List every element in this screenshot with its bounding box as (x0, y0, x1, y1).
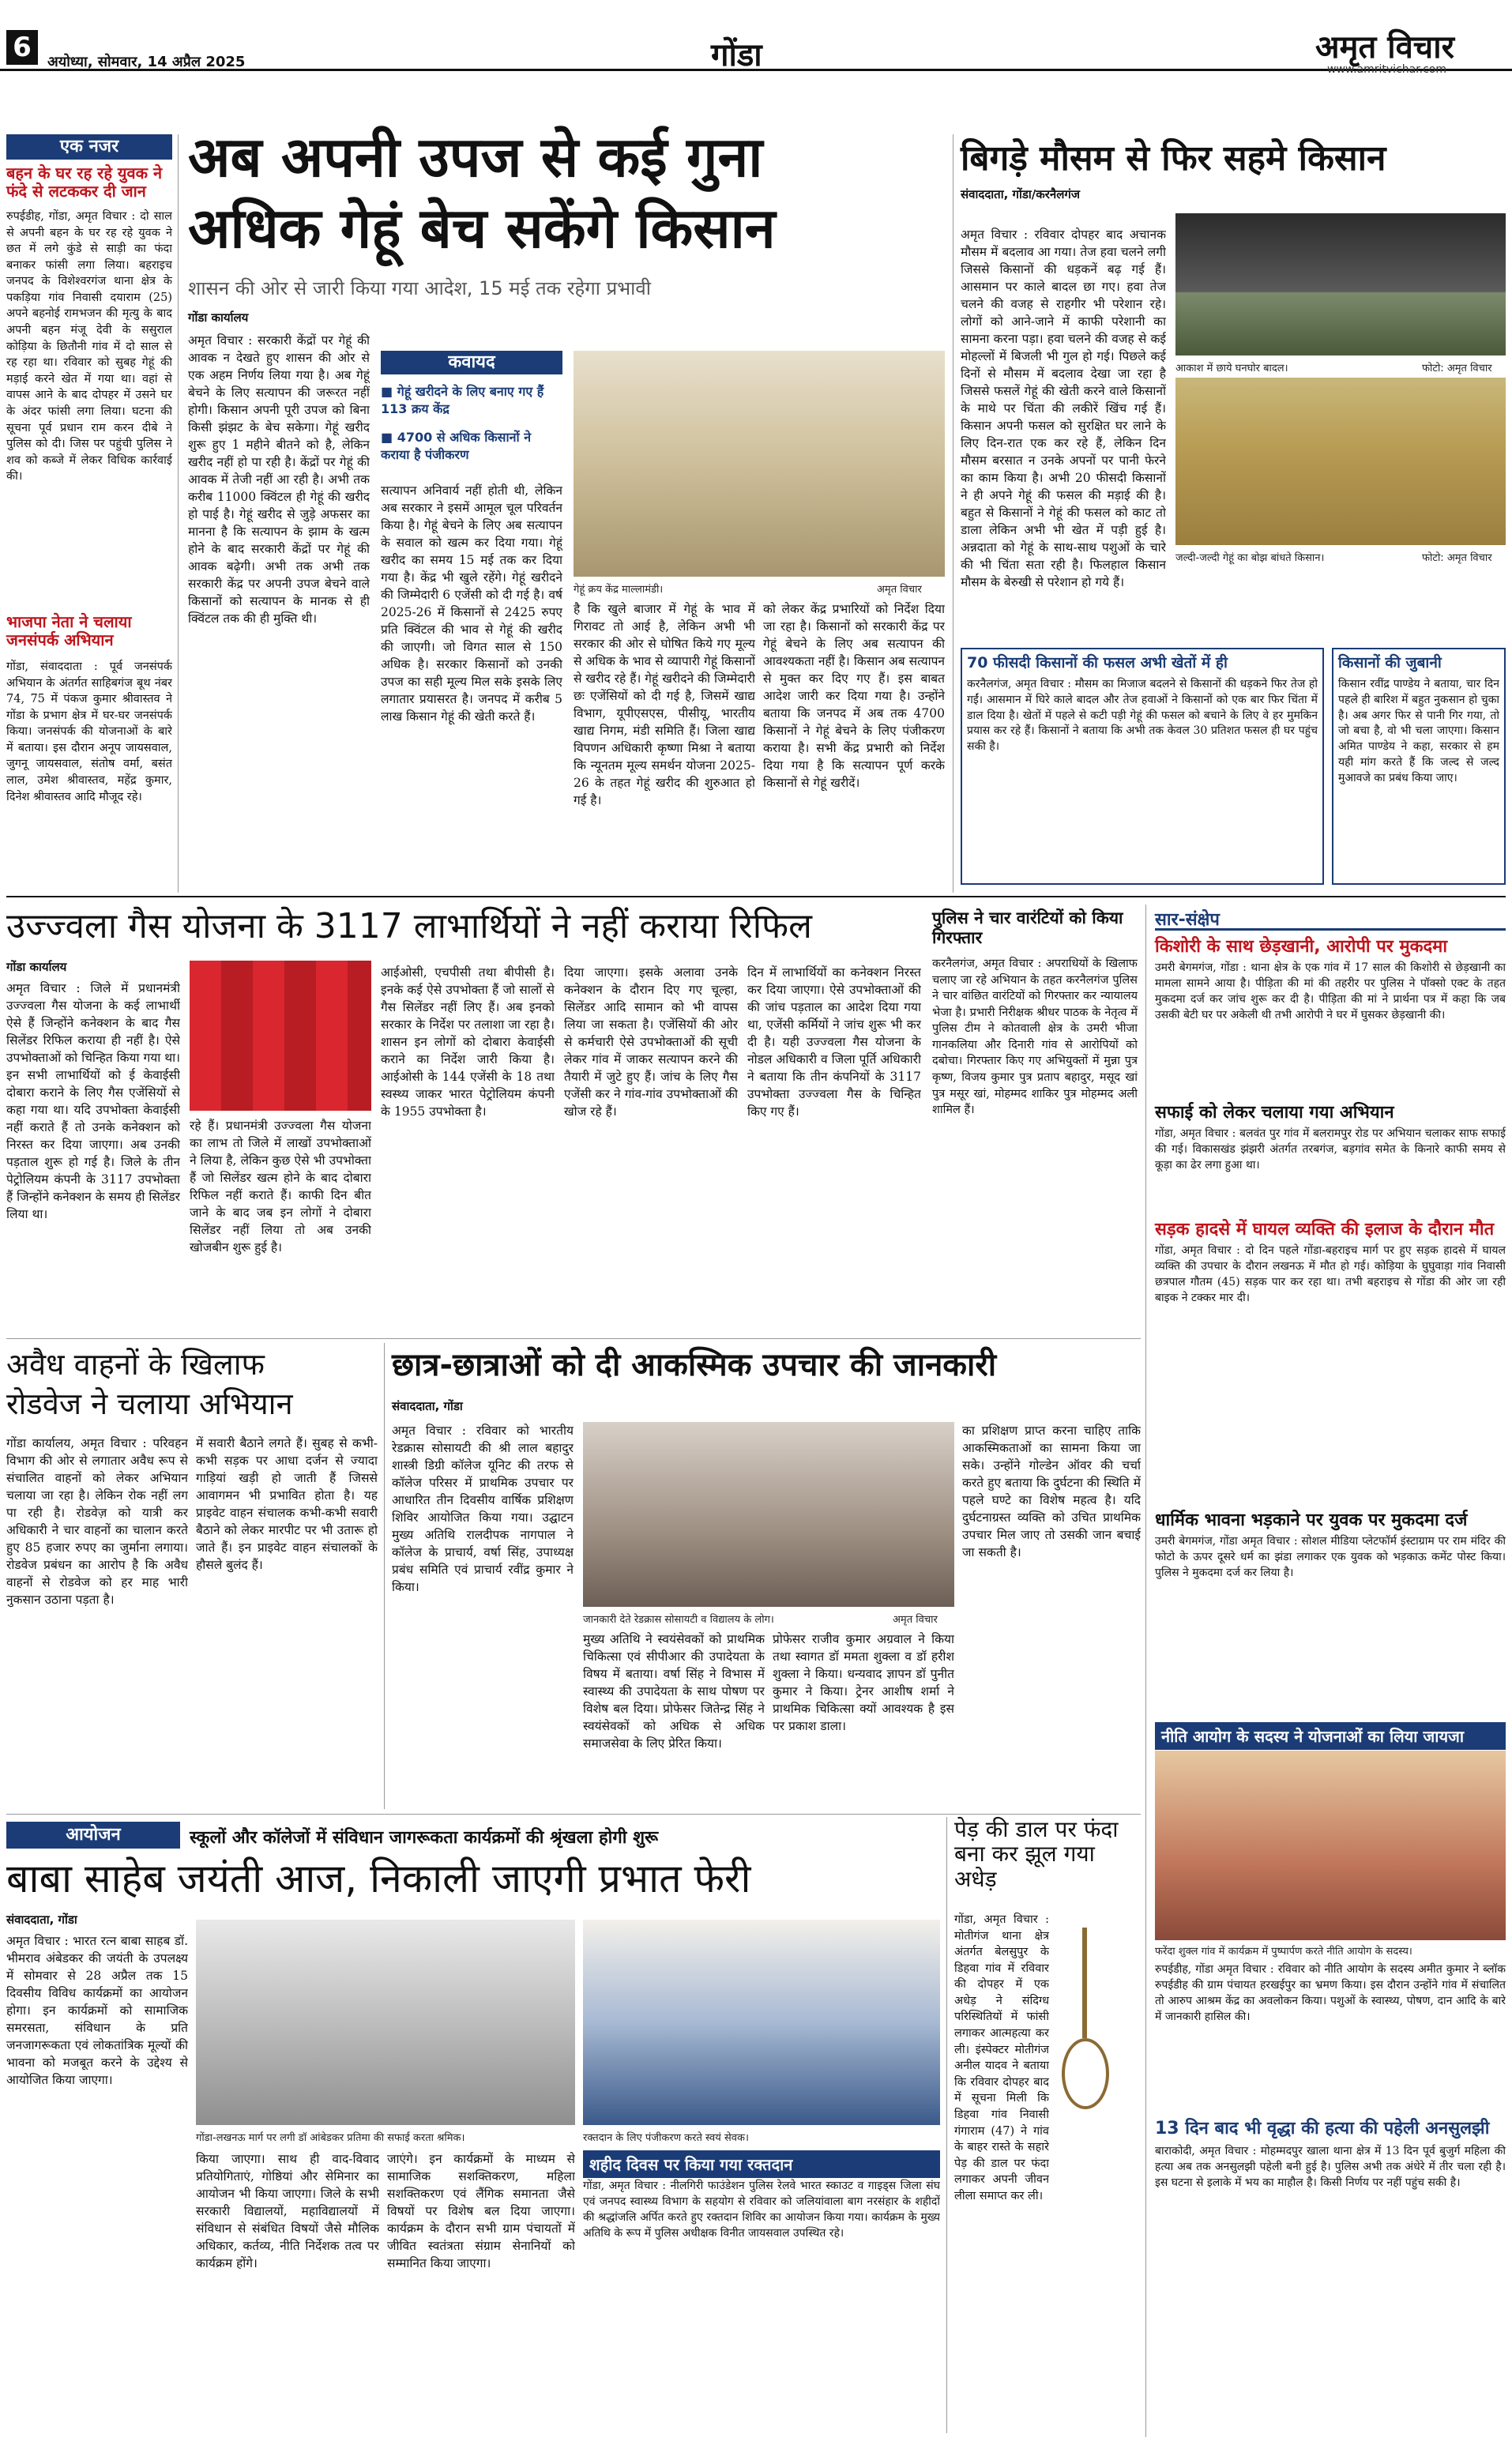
weather-headline: बिगड़े मौसम से फिर सहमे किसान (961, 138, 1386, 179)
saar-s5-body: रुपईडीह, गोंडा अमृत विचार : रविवार को नीति आयोग के सदस्य अमीत कुमार ने ब्लॉक रुपईडीह की ग्राम पंचायत हरखईपुर का भ्रमण किया। इस दौरान उन्होंने गांव में संचालित तो आरुप आश्रम केंद्र का अवलोकन किया। पशुओं के स्वास्थ्य, पोषण, दान आदि के बारे में जानकारी हासिल की। (1155, 1963, 1506, 2023)
ambedkar-kicker: आयोजन (6, 1822, 180, 1849)
roadways-body-2: में सवारी बैठाने लगते हैं। सुबह से कभी-कभी सड़क पर आधा दर्जन से ज्यादा गाड़ियां खड़ी हो जाती हैं जिससे आवागमन भी प्रभावित होता है। यह प्राइवेट वाहन संचालक कभी-कभी सवारी बैठाने को लेकर मारपीट पर भी उतारू हो जाते हैं। इन प्राइवेट वाहन संचालकों के हौसले बुलंद हैं। (196, 1436, 378, 1572)
blood-headline: शहीद दिवस पर किया गया रक्तदान (583, 2150, 940, 2178)
city-name: गोंडा (711, 37, 762, 73)
ujjwala-headline: उज्ज्वला गैस योजना के 3117 लाभार्थियों ने नहीं कराया रिफिल (6, 906, 812, 946)
roadways-body-1: गोंडा कार्यालय, अमृत विचार : परिवहन विभाग की ओर से लगातार अवैध रूप से संचालित वाहनों को लेकर अभियान चलाया जा रहा है। लेकिन रोक नहीं लग पा रही है। रोडवेज़ को यात्री कर अधिकारी ने चार वाहनों का चालान करते हुए 85 हजार रुपए का जुर्माना लगाया। रोडवेज प्रबंधन का आरोप है कि अवैध वाहनों से रोडवेज को हर माह भारी नुकसान उठाना पड़ता है। (6, 1436, 188, 1607)
ek-nazar-body-2: गोंडा, संवाददाता : पूर्व जनसंपर्क अभियान के अंतर्गत साहिबगंज बूथ नंबर 74, 75 में पंकज कुमार श्रीवास्तव ने गोंडा के प्रभाग क्षेत्र में घर-घर जनसंपर्क किया। जनसंपर्क की योजनाओं के बारे में बताया। इस दौरान अनूप जायसवाल, जुगनू जायसवाल, संतोष वर्मा, बसंत लाल, उमेश श्रीवास्तव, महेंद्र कुमार, दिनेश श्रीवास्तव आदि मौजूद रहे। (6, 660, 172, 803)
ambedkar-byline: संवाददाता, गोंडा (6, 1913, 77, 1927)
blood-body: गोंडा, अमृत विचार : नीलगिरी फाउंडेशन पुलिस रेलवे भारत स्काउट व गाइड्स जिला संघ एवं जनपद स्वास्थ्य विभाग के सहयोग से रविवार को जलियांवाला बाग नरसंहार के शहीदों की श्रद्धांजलि अर्पित करते हुए रक्तदान शिविर का आयोजन किया गया। कार्यक्रम के मुख्य अतिथि के रूप में पुलिस अधीक्षक विनीत जायसवाल उपस्थित रहे। (583, 2180, 940, 2240)
weather-body: अमृत विचार : रविवार दोपहर बाद अचानक मौसम में बदलाव आ गया। तेज हवा चलने लगी जिससे किसानों की धड़कनें बढ़ गई हैं। आसमान पर काले बादल छा गए। हवा तेज चलने की वजह से राहगीर भी परेशान रहे। लोगों को आने-जाने में काफी परेशानी का सामना करना पड़ा। हवा चलने की वजह से कई मोहल्लों में बिजली भी गुल हो गई। पिछले कई दिनों से मौसम में बदलाव देखा जा रहा है जिससे फसलें गेहूं की खेती करने वाले किसानों के माथे पर चिंता की लकीरें खिंच गई हैं। किसान अपनी फसल को सुरक्षित घर लाने के लिए दिन-रात एक कर रहे हैं, लेकिन दिन मौसम बरसात न उनके अपनों पर पानी फेरने का काम किया है। अभी 20 फीसदी किसानों ने ही अपने गेहूं की फसल की मड़ाई की है। बहुत से किसानों ने गेहूं की फसल को काट तो डाला लेकिन अभी भी खेत में पड़ी हुई है। अन्नदाता को गेहूं के साथ-साथ पशुओं के चारे की भी चिंता सता रही है। फिलहाल किसान मौसम के बेरुखी से परेशान हो गये हैं। (961, 228, 1166, 589)
paper-logo: अमृत विचार (1315, 29, 1454, 66)
saar-s4-title: धार्मिक भावना भड़काने पर युवक पर मुकदमा दर्ज (1155, 1510, 1468, 1530)
weather-box2-body: किसान रवींद्र पाण्डेय ने बताया, चार दिन पहले ही बारिश में बहुत नुकसान हो चुका है। अब अगर फिर से पानी गिर गया, तो जो बचा है, वो भी चला जाएगा। किसान अमित पाण्डेय ने कहा, सरकार से हम यही मांग करते हैं कि जल्द से जल्द मुआवजे का प्रबंध किया जाए। (1338, 677, 1499, 785)
column-rule (178, 134, 179, 893)
weather-photo2-credit: फोटो: अमृत विचार (1422, 552, 1492, 564)
saar-s2-body: गोंडा, अमृत विचार : बलवंत पुर गांव में बलरामपुर रोड पर अभियान चलाकर साफ सफाई की गई। विकासखंड झंझरी अंतर्गत तरबगंज, बड़गांव समेत के किनारे काफी समय से कूड़ा का ढेर लगा हुआ था। (1155, 1127, 1506, 1172)
ambedkar-body-1: अमृत विचार : भारत रत्न बाबा साहब डॉ. भीमराव अंबेडकर की जयंती के उपलक्ष्य में सोमवार से 28 अप्रैल तक 15 दिवसीय विविध कार्यक्रमों का आयोजन होगा। इन कार्यक्रमों को सामाजिक समरसता, संविधान के प्रति जनजागरूकता एवं लोकतांत्रिक मूल्यों की भावना को मजबूत करने के उद्देश्य से आयोजित किया जाएगा। (6, 1934, 188, 2087)
saar-kicker: सार-संक्षेप (1155, 907, 1506, 931)
column-rule (946, 1817, 947, 2433)
lead-sidebar-kicker: कवायद (381, 351, 562, 374)
classroom-photo (583, 1422, 954, 1607)
column-rule (384, 1343, 385, 1809)
police-body: करनैलगंज, अमृत विचार : अपराधियों के खिलाफ चलाए जा रहे अभियान के तहत करनैलगंज पुलिस ने चार वांछित वारंटियों को गिरफ्तार कर न्यायालय भेजा है। प्रभारी निरीक्षक श्रीधर पाठक के नेतृत्व में पुलिस टीम ने कोतवाली क्षेत्र के उमरी भीजा गानकलिया और दिनारी गांव से आरोपियों को दबोचा। गिरफ्तार किए गए अभियुक्तों में मुन्ना पुत्र कृष्ण, विजय कुमार पुत्र प्रताप बहादुर, मसूद खां पुत्र मसूर खां, मोहम्मद शाकिर पुत्र मोहम्मद अली शामिल हैं। (932, 957, 1138, 1117)
rope-icon (1082, 1928, 1087, 2038)
saar-s6-body: बाराकोदी, अमृत विचार : मोहम्मदपुर खाला थाना क्षेत्र में 13 दिन पूर्व बुजुर्ग महिला की हत्या अब तक अनसुलझी पहेली बनी हुई है। पुलिस अभी तक अंधेरे में तीर चला रही है। इस घटना से इलाके में भय का माहौल है। किसी निर्णय पर नहीं पहुंच सकी है। (1155, 2145, 1506, 2189)
ujjwala-col-1: अमृत विचार : जिले में प्रधानमंत्री उज्ज्वला गैस योजना के कई लाभार्थी ऐसे हैं जिन्होंने कनेक्शन के बाद गैस सिलेंडर रिफिल कराया ही नहीं है। ऐसे उपभोक्ताओं को चिन्हित किया गया था। इन सभी लाभार्थियों को ई केवाईसी दोबारा कराने के लिए गैस एजेंसियों से कहा गया था। यदि उपभोक्ता केवाईसी नहीं कराते हैं तो उनके कनेक्शन को निरस्त कर दिया जाएगा। अब उनकी पड़ताल शुरू हो गई है। जिले के तीन पेट्रोलियम कंपनी के 3117 उपभोक्ता हैं जिन्होंने कनेक्शन के समय ही सिलेंडर लिया था। (6, 981, 180, 1221)
ek-nazar-kicker: एक नजर (6, 134, 172, 160)
lead-bullet-2: ■ 4700 से अधिक किसानों ने कराया है पंजीकरण (381, 430, 532, 462)
first-aid-photo-caption: जानकारी देते रेडक्रास सोसायटी व विद्यालय के लोग। (583, 1614, 774, 1626)
blood-photo-caption: रक्तदान के लिए पंजीकरण करते स्वयं सेवक। (583, 2132, 749, 2144)
weather-photo1-credit: फोटो: अमृत विचार (1422, 363, 1492, 374)
section-divider (6, 1814, 1141, 1815)
dateline: अयोध्या, सोमवार, 14 अप्रैल 2025 (47, 54, 246, 70)
lead-subhead: शासन की ओर से जारी किया गया आदेश, 15 मई तक रहेगा प्रभावी (188, 277, 651, 299)
first-aid-col-4: का प्रशिक्षण प्राप्त करना चाहिए ताकि आकस्मिकताओं का सामना किया जा सके। उन्होंने गोल्डेन ऑवर की चर्चा करते हुए बताया कि दुर्घटना की स्थिति में पहले घण्टे का विशेष महत्व है। यदि दुर्घटनाग्रस्त व्यक्ति को उचित प्राथमिक उपचार मिल जाए तो उसकी जान बचाई जा सकती है। (962, 1424, 1141, 1559)
first-aid-col-2: मुख्य अतिथि ने स्वयंसेवकों को प्राथमिक चिकित्सा एवं सीपीआर की उपादेयता के विषय में बताया। वर्षा सिंह ने विभास में स्वास्थ्य की उपादेयता के साथ पोषण पर विशेष बल दिया। प्रोफेसर जितेन्द्र सिंह ने स्वयंसेवकों को अधिक से अधिक समाजसेवा के लिए प्रेरित किया। (583, 1632, 765, 1751)
police-headline: पुलिस ने चार वारंटियों को किया गिरफ्तार (932, 908, 1123, 948)
weather-box1-title: 70 फीसदी किसानों की फसल अभी खेतों में ही (967, 654, 1228, 671)
suicide-body: गोंडा, अमृत विचार : मोतीगंज थाना क्षेत्र अंतर्गत बेलसुपुर के डिहवा गांव में रविवार की दोपहर में एक अधेड़ ने संदिग्ध परिस्थितियों में फांसी लगाकर आत्महत्या कर ली। इंस्पेक्टर मोतीगंज अनील यादव ने बताया कि रविवार दोपहर बाद में सूचना मिली कि डिहवा गांव निवासी गंगाराम (47) ने गांव के बाहर रास्ते के सहारे पेड़ की डाल पर फंदा लगाकर अपनी जीवन लीला समाप्त कर ली। (954, 1913, 1049, 2202)
weather-byline: संवाददाता, गोंडा/करनैलगंज (961, 187, 1080, 201)
weather-box2-title: किसानों की जुबानी (1338, 654, 1442, 671)
lead-bullet-1: ■ गेहूं खरीदने के लिए बनाए गए हैं 113 क्रय केंद्र (381, 384, 544, 416)
page-number: 6 (6, 30, 38, 65)
first-aid-photo-credit: अमृत विचार (893, 1614, 938, 1626)
saar-s5-caption: फरेंदा शुक्ल गांव में कार्यक्रम में पुष्पार्पण करते नीति आयोग के सदस्य। (1155, 1946, 1412, 1958)
ambedkar-statue-photo (196, 1920, 575, 2125)
ek-nazar-headline-1: बहन के घर रह रहे युवक ने फंदे से लटककर दी जान (6, 164, 163, 201)
lead-headline-line1: अब अपनी उपज से कई गुना (188, 125, 763, 190)
weather-box-2 (1332, 648, 1506, 885)
first-aid-col-1: अमृत विचार : रविवार को भारतीय रेडक्रास सोसायटी की श्री लाल बहादुर शास्त्री डिग्री कॉलेज यूनिट की तरफ से कॉलेज परिसर में प्राथमिक उपचार पर आधारित तीन दिवसीय वार्षिक प्रशिक्षण शिविर आयोजित किया गया। उद्घाटन मुख्य अतिथि रालदीपक नागपाल ने कॉलेज के प्राचार्य, वर्षा सिंह, उपाध्यक्ष प्रबंध समिति एवं प्राचार्य रवींद्र कुमार ने किया। (392, 1424, 574, 1594)
lead-photo-credit: अमृत विचार (877, 584, 922, 596)
warehouse-photo (574, 351, 945, 577)
lead-col-3: है कि खुले बाजार में गेहूं के भाव में गिरावट तो आई है, लेकिन अभी भी सरकार की ओर से घोषित किये गए मूल्य से अधिक के भाव से व्यापारी गेहूं किसानों से खरीद रहे हैं। गेहूं खरीदने की जिम्मेदारी छः एजेंसियों को दी गई है, जिसमें खाद्य विभाग, यूपीएसएस, पीसीयू, भारतीय खाद्य निगम, मंडी समिति हैं। जिला खाद्य विपणन अधिकारी कृष्णा मिश्रा ने बताया कि न्यूनतम मूल्य समर्थन योजना 2025-26 के तहत गेहूं खरीद की शुरुआत हो गई है। (574, 602, 755, 807)
saar-s5-title: नीति आयोग के सदस्य ने योजनाओं का लिया जायजा (1155, 1722, 1506, 1750)
saar-s6-title: 13 दिन बाद भी वृद्धा की हत्या की पहेली अनसुलझी (1155, 2119, 1490, 2138)
ek-nazar-body-1: रुपईडीह, गोंडा, अमृत विचार : दो साल से अपनी बहन के घर रह रहे युवक ने छत में लगे कुंडे से साड़ी का फंदा बनाकर फांसी लगा लिया। बहराइच जनपद के विशेश्वरगंज थाना क्षेत्र के पकड़िया गांव निवासी दयाराम (25) अपने बहनोई रामभजन की मृत्यु के बाद अपनी बहन मंजू देवी के ससुराल कोड़िया के छितौनी गांव में दो साल से रह रहा था। रविवार को सुबह गेहूं की मड़ाई करने खेत में गया था। वहां से वापस आने के बाद दोपहर में उसने घर के अंदर फांसी लगा लिया। घटना की सूचना पूर्व प्रधान राम करन दीबे ने पुलिस को दी। जिस पर पहुंची पुलिस ने शव को कब्जे में लेकर विधिक कार्रवाई की। (6, 210, 172, 483)
section-divider (6, 1338, 1141, 1339)
ambedkar-photo-caption: गोंडा-लखनऊ मार्ग पर लगी डॉ आंबेडकर प्रतिमा की सफाई करता श्रमिक। (196, 2132, 465, 2144)
ujjwala-col-4: दिया जाएगा। इसके अलावा उनके कनेक्शन के दौरान दिए गए चूल्हा, सिलेंडर आदि सामान को भी वापस लिया जा सकता है। एजेंसियों की ओर से कर्मचारी ऐसे उपभोक्ताओं की सूची लेकर गांव में जाकर सत्यापन करने की तैयारी में जुटे हुए हैं। जांच के लिए गैस एजेंसी कर ने गांव-गांव उपभोक्ताओं की खोज रहे हैं। (564, 965, 738, 1119)
blood-donation-photo (583, 1920, 940, 2125)
saar-s3-body: गोंडा, अमृत विचार : दो दिन पहले गोंडा-बहराइच मार्ग पर हुए सड़क हादसे में घायल व्यक्ति की उपचार के दौरान लखनऊ में मौत हो गई। कोड़िया के घुघुवाड़ा गांव निवासी छत्रपाल गौतम (45) सड़क पार कर रहा था। तभी बहराइच से गोंडा की ओर जा रही बाइक ने टक्कर मार दी। (1155, 1244, 1506, 1304)
lead-bullet-2-text: 4700 से अधिक किसानों ने कराया है पंजीकरण (381, 430, 532, 462)
ujjwala-byline: गोंडा कार्यालय (6, 960, 67, 974)
first-aid-col-3: प्रोफेसर राजीव कुमार अग्रवाल ने किया तथा स्वागत डॉ ममता शुक्ला व डॉ हरीश शुक्ला ने किया। धन्यवाद ज्ञापन डॉ पुनीत कुमार ने किया। ट्रेनर आशीष शर्मा ने प्राथमिक चिकित्सा क्यों आवश्यक है इस पर प्रकाश डाला। (773, 1632, 954, 1733)
saar-s2-title: सफाई को लेकर चलाया गया अभियान (1155, 1103, 1394, 1123)
wheat-harvest-photo (1175, 378, 1506, 545)
lead-photo-caption: गेहूं क्रय केंद्र माल्लामंडी। (574, 584, 664, 596)
storm-clouds-photo (1175, 213, 1506, 355)
suicide-headline: पेड़ की डाल पर फंदा बना कर झूल गया अधेड़ (954, 1816, 1119, 1892)
saar-s1-body: उमरी बेगमगंज, गोंडा : थाना क्षेत्र के एक गांव में 17 साल की किशोरी से छेड़खानी का मामला सामने आया है। पीड़िता की मां की तहरीर पर पुलिस ने पॉक्सो एक्ट के तहत मुकदमा दर्ज कर जांच शुरू कर दी है। पीड़िता की मां ने प्रार्थना पत्र में कहा कि जब उसकी बेटी घर पर अकेली थी तभी आरोपी ने घर में घुसकर छेड़खानी की। (1155, 961, 1506, 1021)
ambedkar-body-3: जाएंगे। इन कार्यक्रमों के माध्यम से सामाजिक सशक्तिकरण, महिला सशक्तिकरण एवं लैंगिक समानता जैसे विषयों पर विशेष बल दिया जाएगा। कार्यक्रम के दौरान सभी ग्राम पंचायतों में जीवित स्वतंत्रता संग्राम सेनानियों को सम्मानित किया जाएगा। (387, 2152, 575, 2270)
niti-aayog-photo (1155, 1751, 1506, 1940)
ambedkar-headline: बाबा साहेब जयंती आज, निकाली जाएगी प्रभात फेरी (6, 1856, 751, 1901)
lead-col-2: सत्यापन अनिवार्य नहीं होती थी, लेकिन अब सरकार ने इसमें आमूल चूल परिवर्तन किया है। गेहूं बेचने के लिए अब सत्यापन के सवाल को खत्म कर दिया गया। गेहूं खरीद का समय 15 मई तक कर दिया गया है। केंद्र भी खुले रहेंगे। गेहूं खरीदने की जिम्मेदारी 6 एजेंसी को दी गई है। वर्ष 2025-26 में किसानों से 2425 रुपए प्रति क्विंटल की भाव से गेहूं की खरीद की जाएगी। जो विगत साल से 150 अधिक है। सरकार किसानों को उनकी उपज का सही मूल्य मिल सके इसके लिए लगातार प्रयासरत है। जनपद में करीब 5 लाख किसान गेहूं की खेती करते हैं। (381, 483, 562, 724)
saar-s4-body: उमरी बेगमगंज, गोंडा अमृत विचार : सोशल मीडिया प्लेटफॉर्म इंस्टाग्राम पर राम मंदिर की फोटो के ऊपर दूसरे धर्म का झंडा लगाकर एक युवक को भड़काऊ कमेंट पोस्ट किया। पुलिस ने मुकदमा दर्ज कर लिया है। (1155, 1535, 1506, 1579)
ujjwala-col-3: आईओसी, एचपीसी तथा बीपीसी है। इनके कई ऐसे उपभोक्ता हैं जो सालों से गैस सिलेंडर नहीं लिए हैं। अब इनको सरकार के निर्देश पर तलाशा जा रहा है। शासन इन लोगों को दोबारा केवाईसी कराने का निर्देश जारी किया है। आईओसी के 144 एजेंसी के 18 तथा स्वस्थ्य जाकर भारत पेट्रोलियम कंपनी के 1955 उपभोक्ता है। (381, 965, 555, 1119)
weather-photo2-caption: जल्दी-जल्दी गेहूं का बोझ बांधते किसान। (1175, 552, 1325, 564)
weather-box1-body: करनैलगंज, अमृत विचार : मौसम का मिजाज बदलने से किसानों की धड़कने फिर तेज हो गईं। आसमान में घिरे काले बादल और तेज हवाओं ने किसानों को एक बार फिर चिंता में डाल दिया है। खेतों में पहले से कटी पड़ी गेहूं की फसल को बचाने के लिए वे हर मुमकिन प्रयास कर रहे हैं। किसानों ने बताया कि अभी तक केवल 30 प्रतिशत फसल ही घर पहुंच सकी है। (967, 677, 1318, 754)
ujjwala-col-5: दिन में लाभार्थियों का कनेक्शन निरस्त कर दिया जाएगा। ऐसे उपभोक्ताओं की की जांच पड़ताल का आदेश दिया गया था, एजेंसी कर्मियों ने जांच शुरू भी कर दी है। यही उज्ज्वला गैस योजना के नोडल अधिकारी व जिला पूर्ति अधिकारी ने बताया कि तीन कंपनियों के 3117 उपभोक्ता उज्ज्वला गैस के चिन्हित किए गए हैं। (747, 965, 921, 1119)
saar-s3-title: सड़क हादसे में घायल व्यक्ति की इलाज के दौरान मौत (1155, 1220, 1495, 1239)
weather-box-1 (961, 648, 1324, 885)
weather-photo1-caption: आकाश में छाये घनघोर बादल। (1175, 363, 1288, 374)
first-aid-headline: छात्र-छात्राओं को दी आकस्मिक उपचार की जानकारी (392, 1347, 997, 1383)
saar-s1-title: किशोरी के साथ छेड़खानी, आरोपी पर मुकदमा (1155, 937, 1448, 957)
lead-headline-line2: अधिक गेहूं बेच सकेंगे किसान (188, 196, 776, 261)
column-rule (1145, 905, 1146, 2437)
first-aid-byline: संवाददाता, गोंडा (392, 1399, 463, 1413)
ambedkar-strap: स्कूलों और कॉलेजों में संविधान जागरूकता कार्यक्रमों की श्रृंखला होगी शुरू (190, 1828, 659, 1848)
gas-cylinders-photo (190, 961, 371, 1111)
noose-icon (1062, 2038, 1109, 2109)
lead-col-1: अमृत विचार : सरकारी केंद्रों पर गेहूं की आवक न देखते हुए शासन की ओर से एक अहम निर्णय लिया गया है। अब गेहूं बेचने के लिए सत्यापन की जरूरत नहीं होगी। किसान अपनी पूरी उपज को बिना किसी झंझट के बेच सकेगा। गेहूं खरीद शुरू हुए 1 महीने बीतने को है, लेकिन खरीद नहीं हो पा रही है। केंद्रों पर गेहूं की आवक में तेजी नहीं आ रही है। अभी तक करीब 11000 क्विंटल ही गेहूं की खरीद हो पाई है। गेहूं खरीद से जुड़े अफसर का मानना है कि सत्यापन के झाम के खत्म होने के बाद सरकारी केंद्रों पर गेहूं की आवक बढ़ेगी। अभी तक अभी तक सरकारी केंद्र पर अपनी उपज बेचने वाले किसानों को सत्यापन के मानक से ही क्विंटल तक की ही मुक्ति थी। (188, 333, 370, 626)
roadways-headline-1: अवैध वाहनों के खिलाफ (6, 1347, 265, 1382)
paper-url[interactable]: www.amritvichar.com (1327, 63, 1447, 76)
lead-bullet-1-text: गेहूं खरीदने के लिए बनाए गए हैं 113 क्रय केंद्र (381, 384, 544, 416)
section-divider (6, 896, 1506, 897)
ambedkar-body-2: किया जाएगा। साथ ही वाद-विवाद प्रतियोगिताएं, गोष्ठियां और सेमिनार का आयोजन भी किया जाएगा। जिले के सभी सरकारी विद्यालयों, महाविद्यालयों में संविधान से संबंधित विषयों जैसे मौलिक अधिकार, कर्तव्य, नीति निर्देशक तत्व पर कार्यक्रम होंगे। (196, 2152, 379, 2270)
lead-col-4: को लेकर केंद्र प्रभारियों को निर्देश दिया जा रहा है। किसानों को सरकारी केंद्र पर गेहूं बेचने के लिए अब सत्यापन की आवश्यकता नहीं है। किसान अब सत्यापन से मुक्त कर दिए गए हैं। इस बाबत आदेश जारी कर दिया गया है। उन्होंने बताया कि जनपद में अब तक 4700 किसानों ने गेहूं बेचने के लिए पंजीकरण कराया है। सभी केंद्र प्रभारी को निर्देश दिया गया है कि सत्यापन पूर्ण करके किसानों से गेहूं खरीदें। (763, 602, 945, 790)
ujjwala-col-2: रहे हैं। प्रधानमंत्री उज्ज्वला गैस योजना का लाभ तो जिले में लाखों उपभोक्ताओं ने लिया है, लेकिन कुछ ऐसे भी उपभोक्ता हैं जो सिलेंडर खत्म होने के बाद दोबारा रिफिल नहीं कराते हैं। काफी दिन बीत जाने के बाद जब इन लोगों ने दोबारा सिलेंडर नहीं लिया तो अब उनकी खोजबीन शुरू हुई है। (190, 1119, 371, 1254)
ek-nazar-headline-2: भाजपा नेता ने चलाया जनसंपर्क अभियान (6, 612, 132, 649)
lead-byline: गोंडा कार्यालय (188, 310, 249, 325)
roadways-headline-2: रोडवेज ने चलाया अभियान (6, 1386, 293, 1421)
